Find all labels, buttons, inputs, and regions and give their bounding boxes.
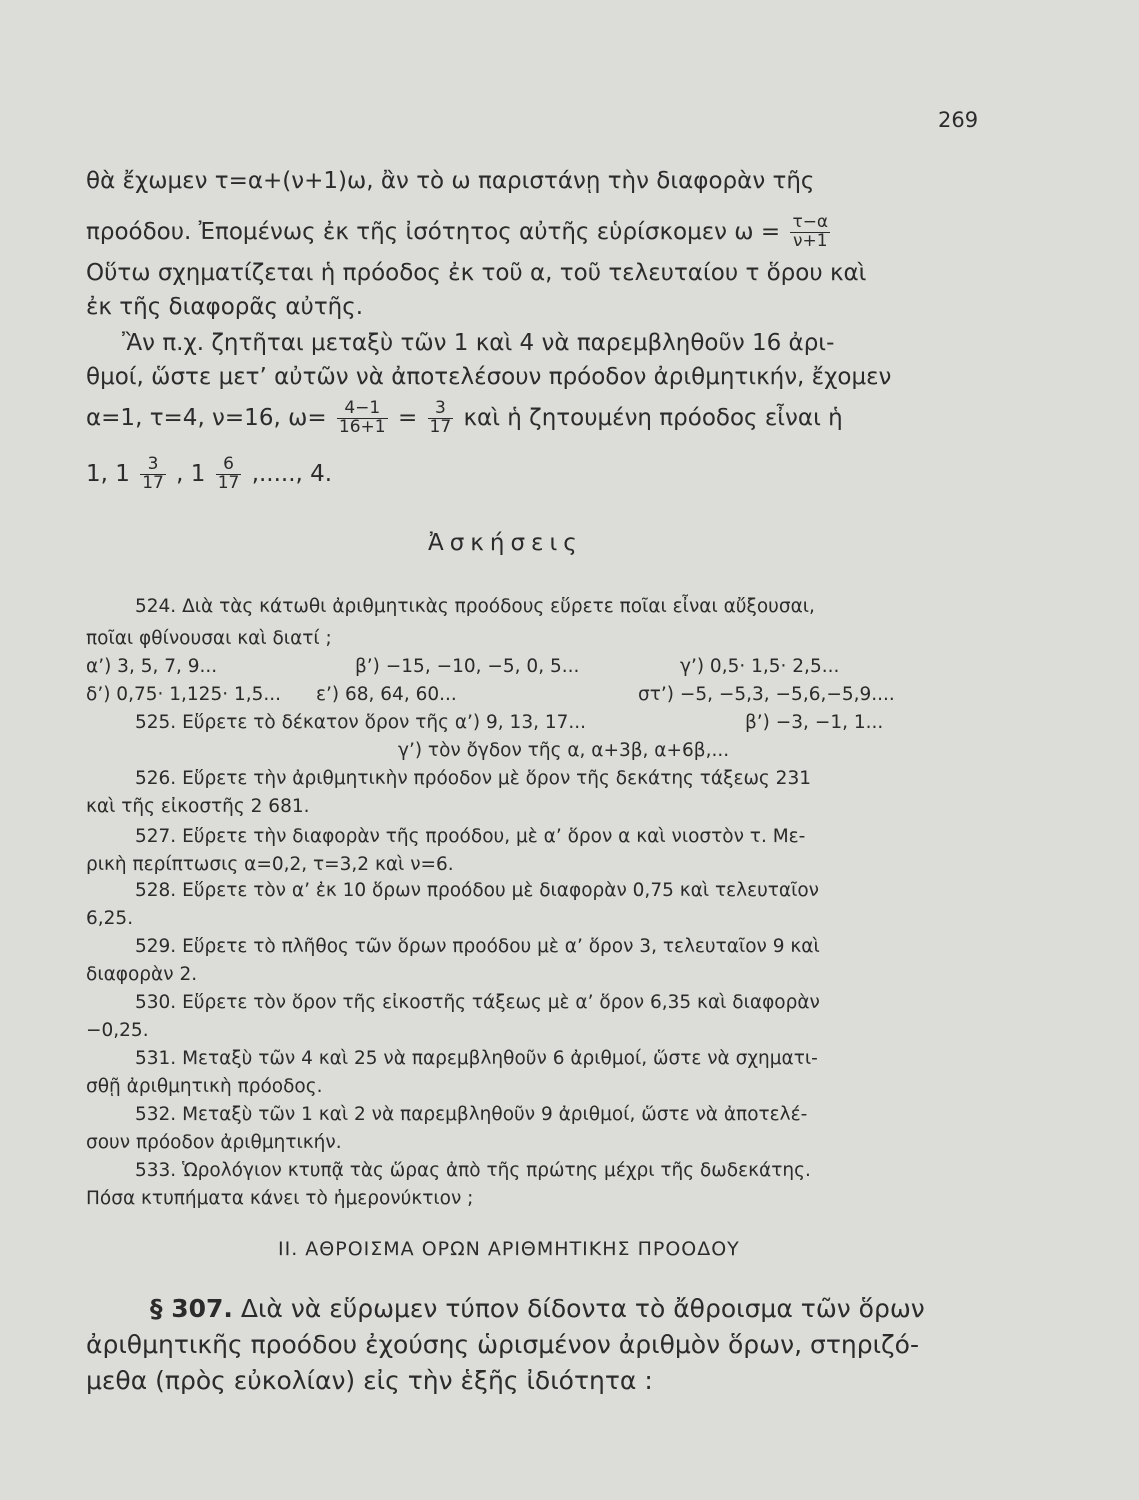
intro-line-2: [86, 214, 833, 251]
fraction-denominator: 17: [429, 416, 452, 437]
exercise-524-b: β’) −15, −10, −5, 0, 5...: [355, 656, 580, 677]
exercise-524-f: στ’) −5, −5,3, −5,6,−5,9....: [638, 684, 895, 705]
intro-line-2-text: προόδου. Ἐπομένως ἐκ τῆς ἰσότητος αὐτῆς εὑρίσκομεν ω =: [86, 218, 781, 245]
fraction-omega-result: [428, 400, 454, 437]
exercises-heading: Ἀσκήσεις: [428, 530, 583, 556]
exercise-533-line-2: Πόσα κτυπήματα κάνει τὸ ἡμερονύκτιον ;: [86, 1188, 474, 1209]
intro-line-7-tail: καὶ ἡ ζητουμένη πρόοδος εἶναι ἡ: [463, 404, 843, 431]
exercise-529-line-1: 529. Εὕρετε τὸ πλῆθος τῶν ὅρων προόδου μὲ α’ ὅρον 3, τελευταῖον 9 καὶ: [135, 936, 820, 957]
exercise-531-line-1: 531. Μεταξὺ τῶν 4 καὶ 25 νὰ παρεμβληθοῦν 6 ἀριθμοί, ὥστε νὰ σχηματι-: [135, 1048, 818, 1069]
exercise-524-a: α’) 3, 5, 7, 9...: [86, 656, 218, 677]
exercise-525-b: β’) −3, −1, 1...: [745, 712, 884, 733]
section-title: ΙΙ. ΑΘΡΟΙΣΜΑ ΟΡΩΝ ΑΡΙΘΜΗΤΙΚΗΣ ΠΡΟΟΔΟΥ: [278, 1238, 740, 1260]
sequence-middle: , 1: [176, 460, 206, 487]
exercise-533-line-1: 533. Ὡρολόγιον κτυπᾷ τὰς ὥρας ἀπὸ τῆς πρώτης μέχρι τῆς δωδεκάτης.: [135, 1160, 811, 1181]
fraction-omega-value: [337, 400, 388, 437]
exercise-525-line-2: γ’) τὸν ὄγδον τῆς α, α+3β, α+6β,...: [398, 740, 730, 761]
exercise-532-line-1: 532. Μεταξὺ τῶν 1 καὶ 2 νὰ παρεμβληθοῦν 9 ἀριθμοί, ὥστε νὰ ἀποτελέ-: [135, 1104, 808, 1125]
intro-line-6: θμοί, ὥστε μετ’ αὐτῶν νὰ ἀποτελέσουν πρόοδον ἀριθμητικήν, ἔχομεν: [86, 364, 892, 390]
fraction-term-3: [216, 456, 242, 493]
exercise-524-e: ε’) 68, 64, 60...: [316, 684, 457, 705]
section-307-text: Διὰ νὰ εὕρωμεν τύπον δίδοντα τὸ ἄθροισμα τῶν ὅρων: [240, 1294, 925, 1323]
equals-sign: =: [397, 404, 418, 431]
exercise-524-d: δ’) 0,75· 1,125· 1,5...: [86, 684, 282, 705]
page-number: 269: [938, 108, 979, 132]
section-307-line-1: [150, 1294, 925, 1323]
section-307-line-2: ἀριθμητικῆς προόδου ἐχούσης ὡρισμένον ἀριθμὸν ὅρων, στηριζό-: [86, 1330, 919, 1359]
intro-line-8: [86, 456, 332, 493]
exercise-532-line-2: σουν πρόοδον ἀριθμητικήν.: [86, 1132, 342, 1153]
intro-line-7: [86, 400, 843, 437]
sequence-end: ,....., 4.: [251, 460, 333, 487]
intro-line-5: Ἂν π.χ. ζητῆται μεταξὺ τῶν 1 καὶ 4 νὰ παρεμβληθοῦν 16 ἀρι-: [122, 330, 835, 356]
fraction-denominator: ν+1: [793, 230, 828, 251]
fraction-denominator: 17: [142, 472, 164, 493]
fraction-denominator: 16+1: [338, 416, 386, 437]
intro-line-1: θὰ ἔχωμεν τ=α+(ν+1)ω, ἂν τὸ ω παριστάνῃ τὴν διαφορὰν τῆς: [86, 168, 815, 194]
intro-line-7-text: α=1, τ=4, ν=16, ω=: [86, 404, 327, 431]
exercise-525-line-1: 525. Εὕρετε τὸ δέκατον ὅρον τῆς α’) 9, 13, 17...: [135, 712, 587, 733]
exercise-528-line-1: 528. Εὕρετε τὸν α’ ἐκ 10 ὅρων προόδου μὲ διαφορὰν 0,75 καὶ τελευταῖον: [135, 880, 820, 901]
exercise-531-line-2: σθῇ ἀριθμητικὴ πρόοδος.: [86, 1076, 323, 1097]
exercise-524-c: γ’) 0,5· 1,5· 2,5...: [680, 656, 840, 677]
exercise-530-line-2: −0,25.: [86, 1020, 149, 1041]
intro-line-4: ἐκ τῆς διαφορᾶς αὐτῆς.: [86, 294, 364, 320]
section-307-label: § 307.: [150, 1294, 233, 1323]
exercise-527-line-1: 527. Εὕρετε τὴν διαφορὰν τῆς προόδου, μὲ α’ ὅρον α καὶ νιοστὸν τ. Με-: [135, 826, 806, 847]
fraction-numerator: 6: [216, 456, 242, 475]
exercise-527-line-2: ρικὴ περίπτωσις α=0,2, τ=3,2 καὶ ν=6.: [86, 854, 454, 875]
fraction-omega: [790, 214, 830, 251]
exercise-530-line-1: 530. Εὕρετε τὸν ὅρον τῆς εἰκοστῆς τάξεως μὲ α’ ὅρον 6,35 καὶ διαφορὰν: [135, 992, 820, 1013]
fraction-numerator: 4−1: [337, 400, 388, 419]
section-307-line-3: μεθα (πρὸς εὐκολίαν) εἰς τὴν ἑξῆς ἰδιότητα :: [86, 1366, 653, 1395]
exercise-529-line-2: διαφορὰν 2.: [86, 964, 198, 985]
fraction-numerator: τ−α: [792, 212, 829, 232]
fraction-term-2: [140, 456, 166, 493]
intro-line-3: Οὕτω σχηματίζεται ἡ πρόοδος ἐκ τοῦ α, τοῦ τελευταίου τ ὅρου καὶ: [86, 260, 867, 286]
exercise-528-line-2: 6,25.: [86, 908, 134, 929]
fraction-numerator: 3: [428, 400, 454, 419]
exercise-526-line-2: καὶ τῆς εἰκοστῆς 2 681.: [86, 796, 310, 817]
fraction-denominator: 17: [217, 472, 240, 493]
exercise-524-line-1: 524. Διὰ τὰς κάτωθι ἀριθμητικὰς προόδους εὕρετε ποῖαι εἶναι αὔξουσαι,: [135, 596, 815, 617]
sequence-start: 1, 1: [86, 460, 130, 487]
exercise-524-line-2: ποῖαι φθίνουσαι καὶ διατί ;: [86, 628, 332, 649]
exercise-526-line-1: 526. Εὕρετε τὴν ἀριθμητικὴν πρόοδον μὲ ὅρον τῆς δεκάτης τάξεως 231: [135, 768, 811, 789]
fraction-numerator: 3: [140, 456, 166, 475]
